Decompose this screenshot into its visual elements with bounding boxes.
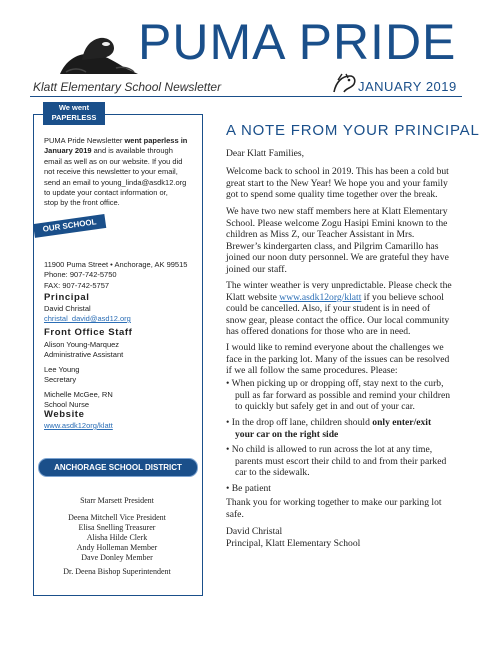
board-member: Andy Holleman Member [76,543,158,552]
header-divider [30,96,462,97]
paperless-tag [43,102,105,125]
text-span: if you believe school [361,291,444,303]
district-pill: ANCHORAGE SCHOOL DISTRICT [38,458,198,477]
signature-title: Principal, Klatt Elementary School [226,537,361,549]
text-line [226,378,478,390]
text-line: if we all follow the same procedures. Please: [226,365,398,377]
text-line: Welcome back to school in 2019. This has been a cold but [226,166,449,177]
text-span: In the drop off lane, children should [231,417,373,428]
superintendent: Dr. Deena Bishop Superintendent [63,567,171,576]
staff-member [44,390,200,411]
text-line: safe. [226,508,244,520]
newsletter-title: PUMA PRIDE [138,14,457,70]
staff-name: Lee Young [44,364,80,374]
staff-role: Secretary [44,375,77,385]
text-line: Brewer’s kindergarten class, and Pilgrim Camarillo has [226,240,439,252]
text-line: to quickly but safely get in and out of your car. [235,401,415,413]
paperless-bold-1: went paperless in [124,136,188,145]
paragraph-thanks [226,497,478,520]
text-line: We have two new staff members here at Klatt Elementary [226,206,448,217]
text-line: great start to the New Year! We hope you and your family [226,177,448,189]
text-line: could be cancelled. Also, if your student is in need of [226,303,431,315]
text-line: pull as far forward as possible and remind your children [235,389,450,401]
board-member: Starr Marsett President [80,496,154,505]
bullet-icon: • [226,417,232,428]
paperless-text-1: PUMA Pride Newsletter [44,136,123,145]
text-line: joined our staff. [226,263,287,275]
text-line: I would like to remind everyone about the challenges we [226,342,444,353]
paperless-line: not receive this newsletter to your email, [44,167,178,177]
paperless-bold-2: January 2019 [44,146,92,156]
staff-role: Administrative Assistant [44,350,124,360]
text-line: has offered donations for those who are in need. [226,326,411,338]
front-office-heading: Front Office Staff [44,327,133,338]
signature [226,526,360,549]
text-span: When picking up or dropping off, stay next to the curb, [231,378,444,389]
paragraph-parking [226,342,478,377]
text-line: School. Please welcome Zogu Hasipi Emini known to the [226,217,448,229]
bullet-icon: • [226,378,232,389]
text-span: your car on the right side [235,428,339,440]
text-line [226,292,478,304]
paperless-text-2: and is available through [93,146,173,156]
text-span: Be patient [231,483,271,494]
website-link[interactable]: www.asdk12org/klatt [44,421,113,430]
text-span: Klatt website [226,291,280,303]
text-line: joined our noon duty personnel. We are grateful they have [226,252,449,264]
bullet-icon: • [226,483,232,494]
bullet-item [226,417,478,440]
principal-name: David Christal [44,304,91,313]
paragraph-weather [226,280,478,338]
principal-heading: Principal [44,292,90,303]
text-line: parents must escort their child to and from their parked [235,455,447,467]
bullet-item [226,378,478,413]
school-contact [44,260,200,291]
paperless-line: to update your contact information or, [44,188,168,198]
greeting: Dear Klatt Families, [226,148,305,159]
klatt-website-link[interactable]: www.asdk12org/klatt [279,291,362,303]
school-fax: FAX: 907-742-5757 [44,280,110,290]
text-line: Thank you for working together to make our parking lot [226,497,442,508]
website-heading: Website [44,409,85,420]
board-member: Elisa Snelling Treasurer [78,523,156,532]
principal-email-link[interactable]: christal_david@asd12.org [44,314,131,323]
paperless-tag-line-1: We went [58,103,90,112]
principal-note-heading: A NOTE FROM YOUR PRINCIPAL [226,122,480,139]
text-line: car to the sidewalk. [235,467,310,479]
text-line [226,417,478,429]
bullet-item [226,444,478,479]
board-member: Deena Mitchell Vice President [68,513,166,522]
text-span: only enter/exit [372,417,432,428]
staff-role: School Nurse [44,400,90,410]
text-line: children as Miss Z, our Teacher Assistant in Mrs. [226,229,415,241]
school-phone: Phone: 907-742-5750 [44,270,117,280]
text-line: snow gear, please contact the office. Our local community [226,314,450,326]
paperless-line: send an email to young_linda@asdk12.org [44,177,187,187]
paragraph-welcome [226,166,476,201]
paperless-tag-line-2: PAPERLESS [51,113,97,122]
school-address: 11900 Puma Street • Anchorage, AK 99515 [44,260,188,269]
text-line [226,444,478,456]
board-member: Dave Donley Member [81,553,153,562]
our-school-tag: OUR SCHOOL [33,214,106,238]
paperless-line: email as well as on our website. If you did [44,156,183,166]
paperless-notice [44,136,200,209]
paragraph-new-staff [226,206,476,276]
board-member: Alisha Hilde Clerk [86,533,148,542]
issue-date: JANUARY 2019 [358,79,457,94]
puma-mascot-image [56,30,140,78]
text-line [226,429,478,441]
bullet-icon: • [226,444,232,455]
text-span: No child is allowed to run across the lot at any time, [231,444,433,455]
staff-list [44,340,200,410]
staff-name: Michelle McGee, RN [44,389,113,399]
newsletter-subtitle: Klatt Elementary School Newsletter [33,80,222,94]
signature-name: David Christal [226,526,283,537]
staff-member [44,365,200,386]
puma-sketch-icon [330,70,358,96]
paperless-line: stop by the front office. [44,198,120,208]
staff-member [44,340,200,361]
bullet-item [226,483,271,495]
text-line: The winter weather is very unpredictable. Please check the [226,280,452,291]
text-line: face in the parking lot. Many of the issues can be resolved [226,353,450,365]
text-line: got to spend some quality time together over the break. [226,189,438,201]
staff-name: Alison Young-Marquez [44,340,120,349]
